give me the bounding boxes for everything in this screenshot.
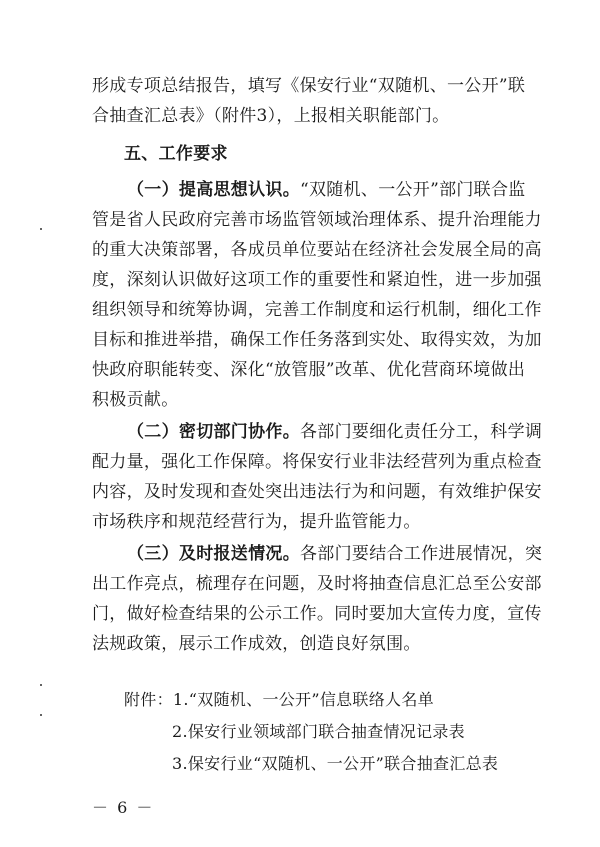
paragraph-line: 积极贡献。 xyxy=(92,390,179,410)
paragraph-line: 法规政策，展示工作成效，创造良好氛围。 xyxy=(92,634,421,654)
attachments-label: 附件： xyxy=(124,690,173,709)
paragraph-line: 管是省人民政府完善市场监管领域治理体系、提升治理能力 xyxy=(92,210,542,230)
paragraph-line: 度，深刻认识做好这项工作的重要性和紧迫性，进一步加强 xyxy=(92,270,542,290)
paragraph-label: （一）提高思想认识。 xyxy=(127,180,300,200)
paragraph-text: 各部门要结合工作进展情况，突 xyxy=(300,544,543,564)
paragraph-line: 形成专项总结报告，填写《保安行业“双随机、一公开”联 xyxy=(92,76,526,96)
paragraph-line: 出工作亮点，梳理存在问题，及时将抽查信息汇总至公安部 xyxy=(92,574,542,594)
scan-speck xyxy=(40,228,42,230)
paragraph-line: 的重大决策部署，各成员单位要站在经济社会发展全局的高 xyxy=(92,240,542,260)
attachment-item: 2.保安行业领域部门联合抽查情况记录表 xyxy=(172,722,465,741)
paragraph-label: （二）密切部门协作。 xyxy=(127,422,300,442)
paragraph-line: 快政府职能转变、深化“放管服”改革、优化营商环境做出 xyxy=(92,360,526,380)
paragraph-label: （三）及时报送情况。 xyxy=(127,544,300,564)
paragraph-first-line xyxy=(127,544,543,564)
scan-speck xyxy=(40,714,42,716)
scan-speck xyxy=(40,684,42,686)
paragraph-text: 各部门要细化责任分工，科学调 xyxy=(300,422,543,442)
attachment-line xyxy=(124,690,544,710)
paragraph-line: 门，做好检查结果的公示工作。同时要加大宣传力度，宣传 xyxy=(92,604,542,624)
paragraph-line: 组织领导和统筹协调，完善工作制度和运行机制，细化工作 xyxy=(92,300,542,320)
paragraph-line: 内容，及时发现和查处突出违法行为和问题，有效维护保安 xyxy=(92,482,542,502)
attachment-item: 1.“双随机、一公开”信息联络人名单 xyxy=(172,690,434,709)
paragraph-first-line xyxy=(127,422,543,442)
paragraph-text: “双随机、一公开”部门联合监 xyxy=(300,180,526,200)
paragraph-line: 目标和推进举措，确保工作任务落到实处、取得实效，为加 xyxy=(92,330,542,350)
section-title: 五、工作要求 xyxy=(124,144,228,164)
paragraph-line: 配力量，强化工作保障。将保安行业非法经营列为重点检查 xyxy=(92,452,542,472)
attachment-item: 3.保安行业“双随机、一公开”联合抽查汇总表 xyxy=(172,754,499,773)
paragraph-line: 市场秩序和规范经营行为，提升监管能力。 xyxy=(92,512,421,532)
paragraph-first-line xyxy=(127,180,526,200)
paragraph-line: 合抽查汇总表》（附件3），上报相关职能部门。 xyxy=(92,106,450,126)
page-number: － 6 － xyxy=(92,798,155,817)
